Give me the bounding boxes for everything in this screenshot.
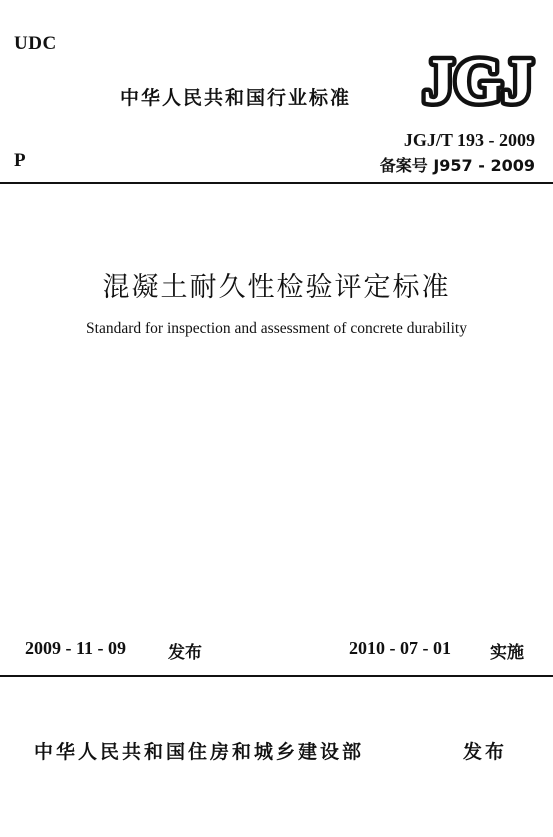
- category-letter: P: [14, 150, 26, 171]
- publisher-name: 中华人民共和国住房和城乡建设部: [34, 741, 365, 763]
- title-chinese: 混凝土耐久性检验评定标准: [102, 272, 451, 303]
- header-divider: [0, 182, 553, 184]
- dates-divider: [0, 675, 553, 677]
- standard-number: JGJ/T 193 - 2009: [403, 130, 535, 150]
- issue-label: 发布: [168, 643, 202, 663]
- title-english: Standard for inspection and assessment of concrete durability: [86, 320, 467, 337]
- industry-standard-heading: 中华人民共和国行业标准: [120, 87, 352, 109]
- implementation-label: 实施: [490, 643, 524, 663]
- udc-label: UDC: [14, 33, 57, 54]
- issue-date: 2009 - 11 - 09: [25, 638, 126, 658]
- filing-number: 备案号 J957 - 2009: [379, 156, 535, 175]
- implementation-date: 2010 - 07 - 01: [349, 638, 451, 658]
- publish-label: 发布: [463, 741, 508, 763]
- jgj-logo: [421, 47, 536, 107]
- jgj-logo-text: JGJ: [423, 47, 533, 107]
